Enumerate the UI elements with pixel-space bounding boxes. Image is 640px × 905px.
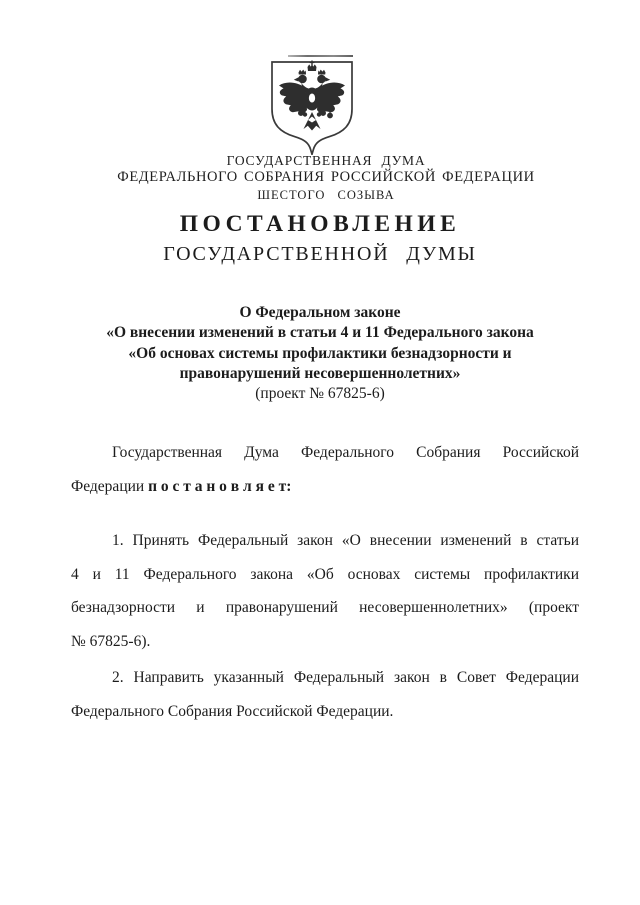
document-type: ПОСТАНОВЛЕНИЕ <box>179 211 461 237</box>
body-line <box>71 470 579 504</box>
paragraph-item-1 <box>71 524 579 658</box>
subject-line: «О внесении изменений в статьи 4 и 11 Федерального закона <box>106 324 534 342</box>
draft-number: (проект № 67825-6) <box>255 385 385 403</box>
scan-artifact-line <box>288 55 353 57</box>
body-line: 1. Принять Федеральный закон «О внесении изменений в статьи <box>112 532 579 549</box>
document-issuer: ГОСУДАРСТВЕННОЙ ДУМЫ <box>163 243 477 265</box>
body-line: 4 и 11 Федерального закона «Об основах системы профилактики <box>71 565 579 583</box>
resolves-emphasis: п о с т а н о в л я е т: <box>148 477 292 495</box>
body-line: Государственная Дума Федерального Собрания Российской <box>112 444 579 461</box>
subject-line: правонарушений несовершеннолетних» <box>179 364 461 382</box>
resolution-body <box>71 436 579 728</box>
body-line-text: Федерации <box>71 477 145 495</box>
body-line: № 67825-6). <box>71 632 151 650</box>
body-line: Федерального Собрания Российской Федерации. <box>71 702 394 720</box>
paragraph-intro <box>71 436 579 503</box>
subject-line: «Об основах системы профилактики безнадзорности и <box>128 344 512 362</box>
subject-line: О Федеральном законе <box>239 304 401 321</box>
document-title <box>0 211 640 266</box>
body-line: безнадзорности и правонарушений несовершеннолетних» (проект <box>71 599 579 616</box>
paragraph-item-2 <box>71 661 579 728</box>
issuing-authority-header <box>6 152 640 204</box>
convocation: ШЕСТОГО СОЗЫВА <box>257 187 395 202</box>
russia-coat-of-arms-icon <box>267 58 357 153</box>
authority-name: ГОСУДАРСТВЕННАЯ ДУМА <box>226 153 426 168</box>
body-line: 2. Направить указанный Федеральный закон в Совет Федерации <box>112 669 579 686</box>
resolution-subject <box>0 303 640 404</box>
authority-parent: ФЕДЕРАЛЬНОГО СОБРАНИЯ РОССИЙСКОЙ ФЕДЕРАЦИИ <box>117 169 535 186</box>
